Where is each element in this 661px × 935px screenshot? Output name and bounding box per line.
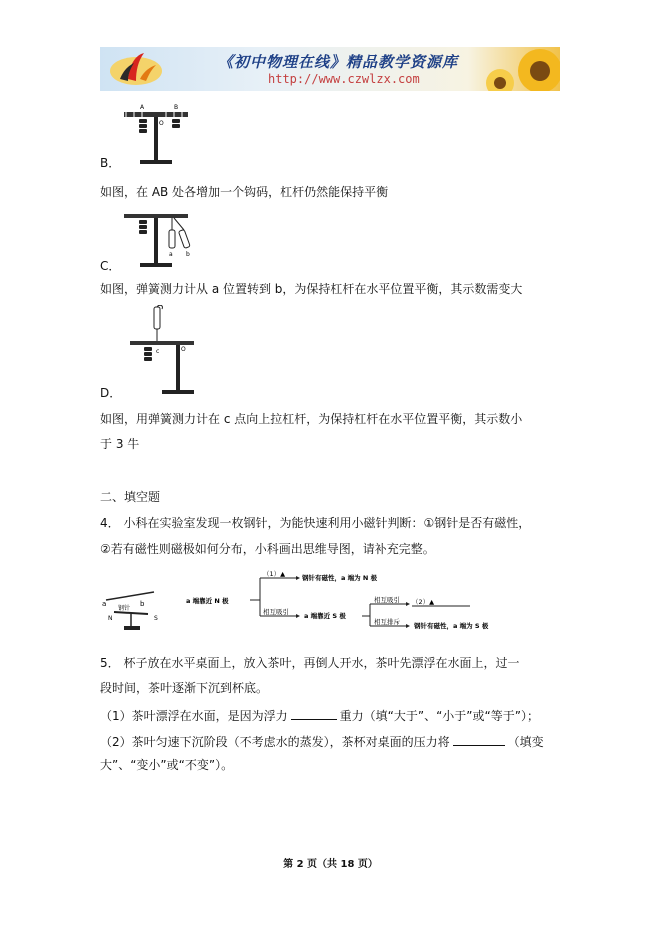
option-b-label: B． bbox=[100, 156, 121, 170]
page-footer: 第 2 页（共 18 页） bbox=[283, 859, 378, 870]
q5-sub2 bbox=[100, 733, 544, 749]
fig-b-label-b: B bbox=[174, 104, 179, 111]
option-d-text-line2: 于 3 牛 bbox=[100, 437, 140, 451]
q4-line1: 4． 小科在实验室发现一枚钢针，为能快速利用小磁针判断：①钢针是否有磁性， bbox=[100, 516, 531, 530]
mind-map-figure bbox=[100, 566, 540, 636]
mm-branch1: （1）▲ bbox=[263, 570, 286, 578]
mm-sub1-result: （2）▲ bbox=[412, 598, 435, 606]
mm-left-label-b: b bbox=[140, 600, 145, 608]
q5-sub1-pre: （1）茶叶漂浮在水面，是因为浮力 bbox=[100, 709, 288, 723]
banner-title: 《初中物理在线》精品教学资源库 bbox=[218, 53, 459, 71]
mm-sub1: 相互吸引 bbox=[374, 596, 400, 604]
q4-line2: ②若有磁性则磁极如何分布，小科画出思维导图，请补充完整。 bbox=[100, 542, 435, 556]
option-d-text-line1: 如图，用弹簧测力计在 c 点向上拉杠杆，为保持杠杆在水平位置平衡，其示数小 bbox=[100, 412, 523, 426]
option-c-text: 如图，弹簧测力计从 a 位置转到 b，为保持杠杆在水平位置平衡，其示数需变大 bbox=[100, 282, 523, 296]
figure-d-lever bbox=[126, 305, 206, 395]
mm-branch2: 相互吸引 bbox=[263, 608, 289, 616]
option-d-label: D． bbox=[100, 386, 122, 400]
fig-d-label-c: c bbox=[156, 348, 160, 355]
mm-sub2-result: 钢针有磁性，a 端为 S 极 bbox=[414, 622, 489, 630]
banner-url[interactable]: http://www.czwlzx.com bbox=[268, 72, 420, 86]
fig-b-label-a: A bbox=[140, 104, 145, 111]
mm-left-label-n: N bbox=[108, 615, 113, 622]
q5-sub2-pre: （2）茶叶匀速下沉阶段（不考虑水的蒸发），茶杯对桌面的压力将 bbox=[100, 735, 450, 749]
q5-sub2-post: （填变 bbox=[507, 735, 544, 749]
q5-sub2-blank[interactable] bbox=[453, 733, 505, 746]
fig-d-label-o: O bbox=[181, 346, 186, 353]
q5-sub1-blank[interactable] bbox=[291, 707, 337, 720]
section-title: 二、填空题 bbox=[100, 490, 161, 504]
mm-branch2-next: a 端靠近 S 极 bbox=[304, 612, 346, 620]
mm-sub2: 相互排斥 bbox=[374, 618, 400, 626]
sunflower-icon bbox=[470, 47, 560, 91]
mm-left-label-steel: 钢针 bbox=[118, 605, 131, 612]
q5-line1: 5． 杯子放在水平桌面上，放入茶叶，再倒人开水，茶叶先漂浮在水面上，过一 bbox=[100, 656, 520, 670]
q5-sub2-line2: 大”、“变小”或“不变”）。 bbox=[100, 758, 234, 772]
figure-b-lever bbox=[118, 100, 198, 166]
fig-b-label-o: O bbox=[159, 120, 164, 127]
fig-c-label-a: a bbox=[169, 251, 173, 258]
mm-left-label-a: a bbox=[102, 600, 107, 608]
mm-branch1-result: 钢针有磁性，a 端为 N 极 bbox=[302, 574, 378, 582]
mm-root: a 端靠近 N 极 bbox=[186, 597, 229, 605]
fig-c-label-b: b bbox=[186, 251, 190, 258]
q5-line2: 段时间，茶叶逐渐下沉到杯底。 bbox=[100, 681, 269, 695]
header-banner bbox=[100, 47, 560, 91]
logo-icon bbox=[106, 49, 166, 89]
option-c-label: C． bbox=[100, 259, 121, 273]
q5-sub1 bbox=[100, 707, 539, 723]
option-b-text: 如图，在 AB 处各增加一个钩码，杠杆仍然能保持平衡 bbox=[100, 185, 389, 199]
mm-left-label-s: S bbox=[154, 615, 158, 622]
figure-c-lever bbox=[118, 208, 198, 270]
q5-sub1-post: 重力（填“大于”、“小于”或“等于”）； bbox=[339, 709, 539, 723]
